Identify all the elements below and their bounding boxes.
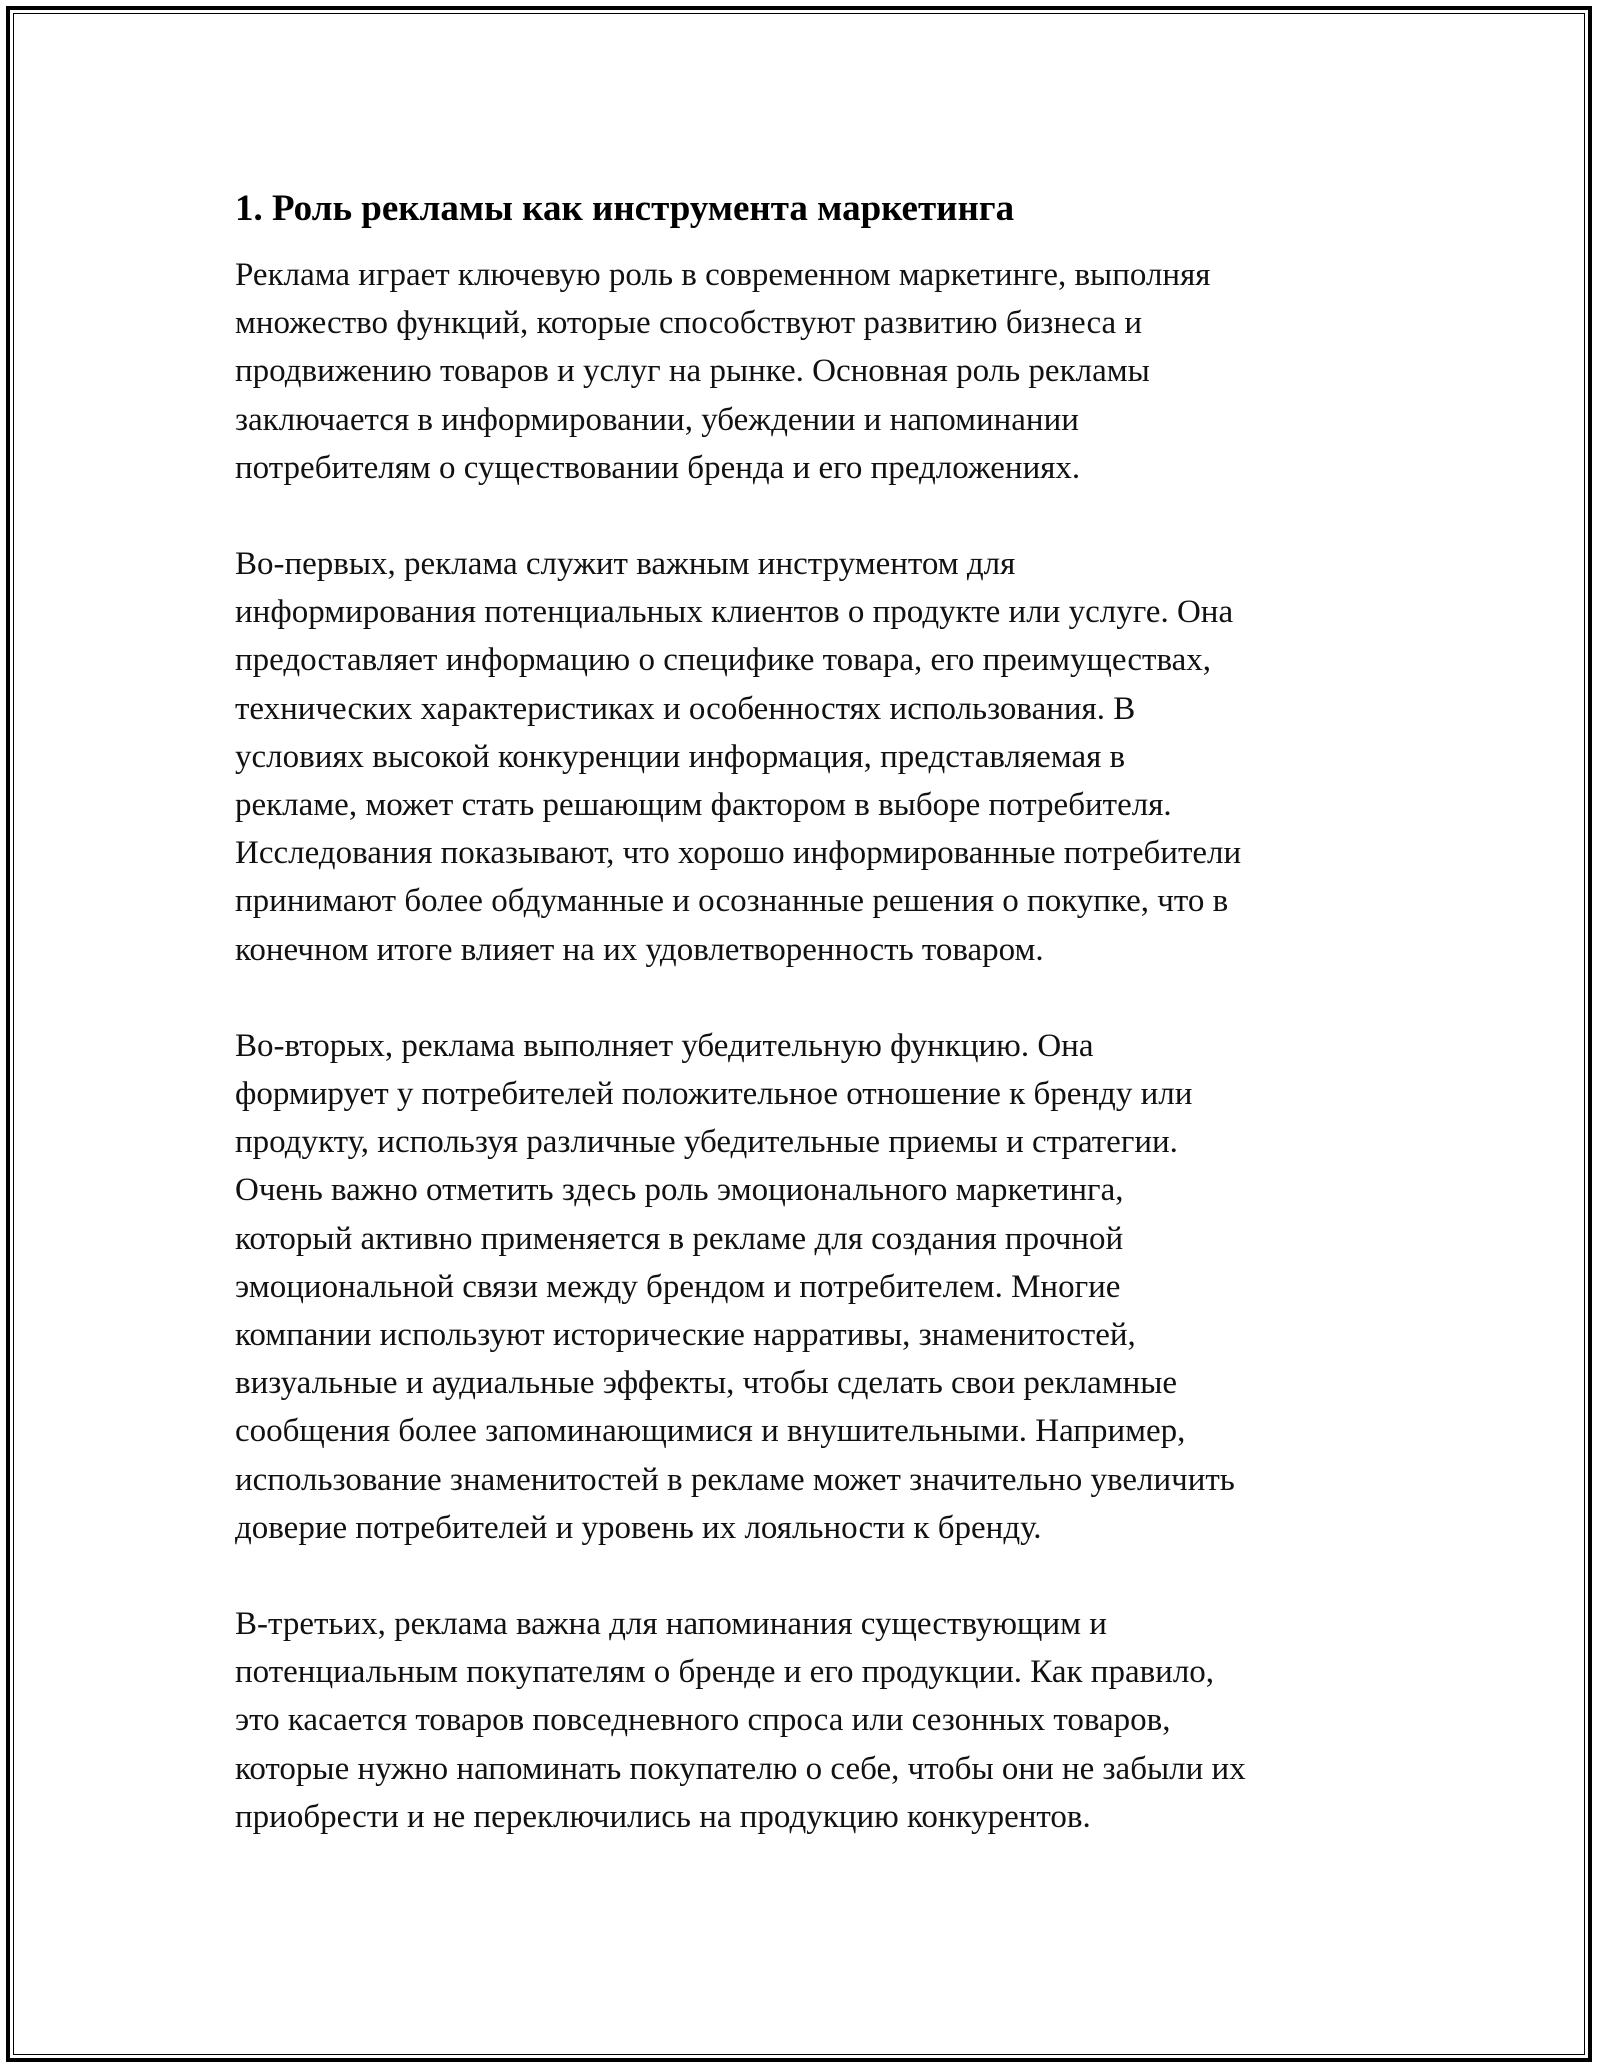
paragraph-intro xyxy=(235,251,1375,492)
paragraph-line: потребителям о существовании бренда и его предложениях. xyxy=(235,449,1081,486)
paragraph-line: приобрести и не переключились на продукцию конкурентов. xyxy=(235,1798,1091,1835)
paragraph-line: технических характеристиках и особенностях использования. В xyxy=(235,690,1136,727)
paragraph-line: Очень важно отметить здесь роль эмоционального маркетинга, xyxy=(235,1172,1124,1209)
paragraph-line: Исследования показывают, что хорошо информированные потребители xyxy=(235,835,1242,872)
paragraph-line: рекламе, может стать решающим фактором в выборе потребителя. xyxy=(235,787,1172,824)
section-heading: 1. Роль рекламы как инструмента маркетинга xyxy=(235,188,1015,229)
paragraph-line: компании используют исторические нарративы, знаменитостей, xyxy=(235,1317,1136,1354)
paragraph-line: сообщения более запоминающимися и внушительными. Например, xyxy=(235,1413,1186,1450)
paragraph-line: Во-вторых, реклама выполняет убедительную функцию. Она xyxy=(235,1027,1094,1064)
paragraph-second xyxy=(235,1022,1375,1552)
paragraph-line: Во-первых, реклама служит важным инструментом для xyxy=(235,546,1016,583)
paragraph-line: формирует у потребителей положительное отношение к бренду или xyxy=(235,1076,1193,1113)
paragraph-line: принимают более обдуманные и осознанные решения о покупке, что в xyxy=(235,883,1229,920)
paragraph-third xyxy=(235,1600,1375,1841)
paragraph-line: который активно применяется в рекламе для создания прочной xyxy=(235,1220,1124,1257)
paragraph-line: доверие потребителей и уровень их лояльности к бренду. xyxy=(235,1509,1042,1546)
paragraph-line: конечном итоге влияет на их удовлетворенность товаром. xyxy=(235,931,1044,968)
paragraph-line: эмоциональной связи между брендом и потребителем. Многие xyxy=(235,1268,1121,1305)
paragraph-line: условиях высокой конкуренции информация, представляемая в xyxy=(235,738,1126,775)
paragraph-line: использование знаменитостей в рекламе может значительно увеличить xyxy=(235,1461,1235,1498)
paragraph-line: множество функций, которые способствуют развитию бизнеса и xyxy=(235,305,1143,342)
paragraph-line: заключается в информировании, убеждении и напоминании xyxy=(235,401,1079,438)
paragraph-line: потенциальным покупателям о бренде и его продукции. Как правило, xyxy=(235,1654,1215,1691)
paragraph-line: предоставляет информацию о специфике товара, его преимуществах, xyxy=(235,642,1211,679)
paragraph-line: которые нужно напоминать покупателю о себе, чтобы они не забыли их xyxy=(235,1750,1246,1787)
paragraph-first xyxy=(235,540,1375,974)
paragraph-line: Реклама играет ключевую роль в современном маркетинге, выполняя xyxy=(235,257,1211,293)
paragraph-line: продукту, используя различные убедительные приемы и стратегии. xyxy=(235,1124,1178,1161)
paragraph-line: информирования потенциальных клиентов о продукте или услуге. Она xyxy=(235,594,1234,631)
paragraph-line: В-третьих, реклама важна для напоминания существующим и xyxy=(235,1606,1107,1643)
document-body xyxy=(235,185,1375,1889)
paragraph-line: визуальные и аудиальные эффекты, чтобы сделать свои рекламные xyxy=(235,1365,1178,1402)
paragraph-line: продвижению товаров и услуг на рынке. Основная роль рекламы xyxy=(235,353,1150,390)
paragraph-line: это касается товаров повседневного спроса или сезонных товаров, xyxy=(235,1702,1171,1739)
